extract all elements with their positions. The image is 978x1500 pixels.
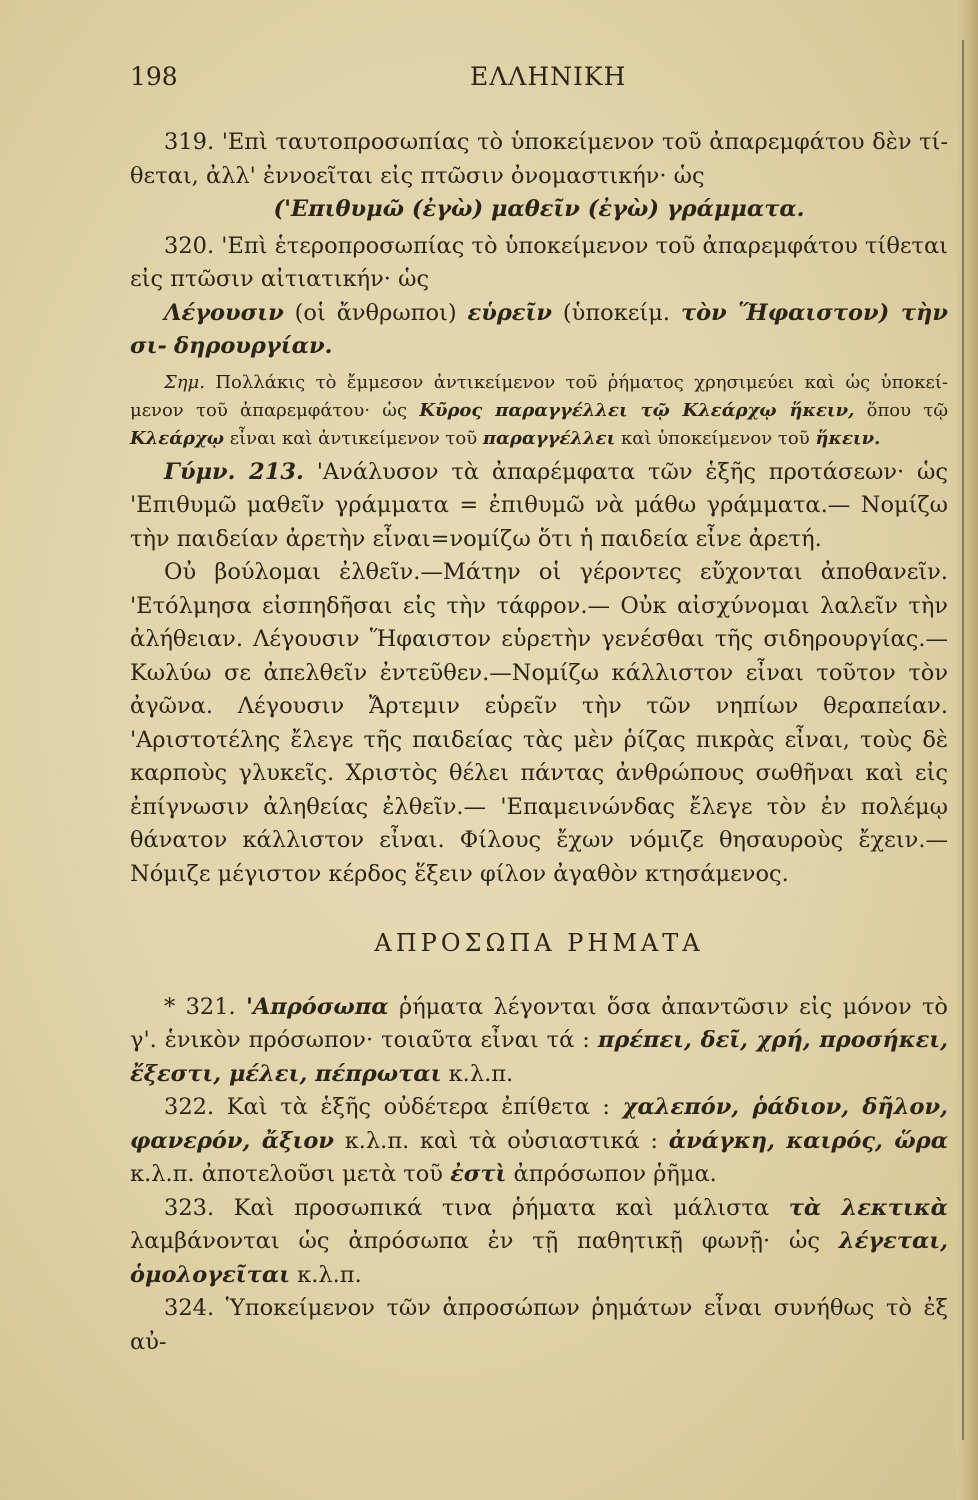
p322-ex2: ἀνάγκη, καιρός, ὥρα — [668, 1127, 949, 1154]
paragraph-321 — [130, 991, 948, 1092]
note-label: Σημ. — [164, 371, 205, 393]
p323-t3: κ.λ.π. — [290, 1261, 362, 1288]
paragraph-323 — [130, 1192, 948, 1293]
ex320-d: (ὑποκείμ. — [551, 299, 681, 326]
exercise-label: Γύμν. 213. — [164, 458, 304, 485]
note-t8: καὶ ὑποκείμενον τοῦ — [615, 427, 816, 449]
p322-t4: ἀπρόσωπον ῥῆμα. — [506, 1161, 717, 1187]
section-title: ΑΠΡΟΣΩΠΑ ΡΗΜΑΤΑ — [374, 929, 704, 957]
p323-ex1: τὰ λεκτικὰ — [788, 1194, 948, 1221]
note-t1: Πολλάκις τὸ ἔμμεσον ἀντικείμενον τοῦ ῥήματος χρησιμεύει καὶ ὡς ὑποκεί- — [204, 371, 948, 393]
ex320-b: (οἱ ἄνθρωποι) — [283, 299, 468, 326]
example-320 — [130, 297, 948, 364]
p322-t1: 322. Καὶ τὰ ἑξῆς οὐδέτερα ἐπίθετα : — [164, 1094, 623, 1120]
page-header — [130, 62, 948, 102]
p320-lead: 320. 'Επὶ ἑτεροπροσωπίας τὸ ὑποκείμενον τοῦ ἀπαρεμφάτου τίθεται — [164, 232, 948, 259]
p321-t2: κ.λ.π. — [441, 1060, 514, 1087]
p322-t3: κ.λ.π. ἀποτελοῦσι μετὰ τοῦ — [130, 1161, 451, 1187]
p323-ex2: λέγεται, ὁμολογεῖται — [130, 1228, 948, 1288]
note-t2: μενον τοῦ ἀπαρεμφάτου· ὡς — [130, 399, 420, 421]
exercise-text: 'Ανάλυσον τὰ ἀπαρέμφατα τῶν ἑξῆς προτάσεων· ὡς 'Επιθυμῶ μαθεῖν γράμματα = ἐπιθυμῶ νὰ μάθω γράμματα.— Νομίζω τὴν παιδείαν ἀρετὴν εἶναι=νομίζω ὅτι ἡ παιδεία εἶνε ἀρετή. — [130, 458, 948, 552]
ex320-c: εὑρεῖν — [467, 299, 552, 326]
p322-ex3: ἐστὶ — [450, 1161, 507, 1187]
ex320-e: τὸν Ἥφαιστον) τὴν σι- — [130, 299, 948, 359]
p319-lead: 319. 'Επὶ ταυτοπροσωπίας τὸ ὑποκείμενον τοῦ ἀπαρεμφάτου δὲν τί- — [164, 129, 948, 155]
note-t3: Κῦρος παραγγέλλει τῷ Κλεάρχῳ ἥκειν, — [419, 399, 855, 421]
p322-ex1: χαλεπόν, ῥάδιον, δῆλον, φανερόν, ἄξιον — [130, 1094, 949, 1154]
exercise-sentences: Οὐ βούλομαι ἐλθεῖν.—Μάτην οἱ γέροντες εὔχονται ἀποθανεῖν. 'Ετόλμησα εἰσπηδῆσαι εἰς τὴν τάφρον.— Οὐκ αἰσχύνομαι λαλεῖν τὴν ἀλήθειαν. Λέγουσιν Ἥφαιστον εὑρετὴν γενέσθαι τῆς σιδηρουργίας.—Κωλύω σε ἀπελθεῖν ἐντεῦθεν.—Νομίζω κάλλιστον εἶναι τοῦτον τὸν ἀγῶνα. Λέγουσιν Ἄρτεμιν εὑρεῖν τὴν τῶν νηπίων θεραπείαν. 'Αριστοτέλης ἔλεγε τῆς παιδείας τὰς μὲν ῥίζας πικρὰς εἶναι, τοὺς δὲ καρποὺς γλυκεῖς. Χριστὸς θέλει πάντας ἀνθρώπους σωθῆναι καὶ εἰς ἐπίγνωσιν ἀληθείας ἐλθεῖν.— 'Επαμεινώνδας ἔλεγε τὸν ἐν πολέμῳ θάνατον κάλλιστον εἶναι. Φίλους ἔχων νόμιζε θησαυροὺς ἔχειν.— Νόμιζε μέγιστον κέρδος ἕξειν φίλον ἀγαθὸν κτησάμενος. — [130, 559, 948, 887]
p323-t2: λαμβάνονται ὡς ἀπρόσωπα ἐν τῇ παθητικῇ φωνῇ· ὡς — [130, 1228, 839, 1254]
running-head: ΕΛΛΗΝΙΚΗ — [470, 62, 627, 91]
binding-line — [962, 40, 964, 1440]
p321-ex: πρέπει, δεῖ, χρή, προσήκει, ἔξεστι, μέλει, πέπρωται — [130, 1027, 948, 1087]
p319-line2: θεται, ἀλλ' ἐννοεῖται εἰς πτῶσιν ὀνομαστικήν· ὡς — [130, 162, 705, 189]
paragraph-322 — [130, 1091, 948, 1192]
note-t4: ὅπου τῷ — [854, 399, 948, 421]
exercise-213 — [130, 456, 948, 557]
note-t5: Κλεάρχῳ — [130, 427, 225, 449]
p320-line2: εἰς πτῶσιν αἰτιατικήν· ὡς — [130, 266, 430, 292]
p321-num: * 321. — [164, 993, 247, 1020]
p321-t1: ῥήματα λέγονται ὅσα ἀπαντῶσιν εἰς μόνον τὸ γ'. ἑνικὸν πρόσωπον· τοιαῦτα εἶναι τά : — [130, 993, 948, 1053]
p321-term: 'Απρόσωπα — [246, 993, 389, 1020]
page-edge — [956, 0, 978, 1500]
example-319: ('Επιθυμῶ (ἐγὼ) μαθεῖν (ἐγὼ) γράμματα. — [273, 196, 805, 222]
note-t6: εἶναι καὶ ἀντικείμενον τοῦ — [224, 427, 483, 449]
page-number: 198 — [130, 62, 178, 91]
note-t9: ἥκειν. — [815, 427, 881, 449]
note-paragraph — [130, 369, 948, 453]
p322-t2: κ.λ.π. καὶ τὰ οὐσιαστικά : — [333, 1127, 669, 1154]
p323-t1: 323. Καὶ προσωπικά τινα ῥήματα καὶ μάλιστα — [164, 1194, 789, 1221]
page-body — [130, 126, 948, 1359]
paragraph-320 — [130, 230, 948, 297]
note-t7: παραγγέλλει — [482, 427, 616, 449]
ex320-f: δηρουργίαν. — [173, 333, 333, 359]
paragraph-319 — [130, 126, 948, 193]
ex320-a: Λέγουσιν — [164, 299, 284, 326]
paragraph-324: 324. Ὑποκείμενον τῶν ἀπροσώπων ῥημάτων εἶναι συνήθως τὸ ἐξ αὐ- — [130, 1295, 948, 1355]
